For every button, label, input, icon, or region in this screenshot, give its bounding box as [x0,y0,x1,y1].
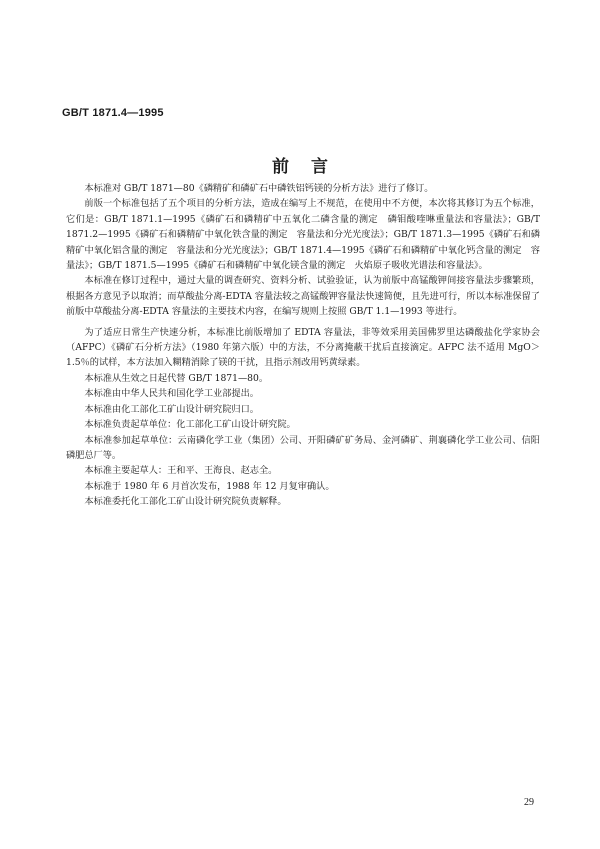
paragraph-interpretation: 本标准委托化工部化工矿山设计研究院负责解释。 [84,496,287,508]
page-title: 前言 [272,157,350,177]
standard-code: GB/T 1871.4—1995 [62,107,164,119]
paragraph-revision-process: 本标准在修订过程中，通过大量的调查研究、资料分析、试验验证，认为前版中高锰酸钾间接容量法步骤繁琐，根据各方意见予以取消；而草酸盐分离-EDTA 容量法较之高锰酸钾容量法快速简便，且先进可行，所以本标准保留了前版中草酸盐分离-EDTA 容量法的主要技术内容，在编写规则上按照 GB/T 1.1—1993 等进行。 [66,275,540,318]
paragraph-revision-note: 本标准对 GB/T 1871—80《磷精矿和磷矿石中磷铁铝钙镁的分析方法》进行了修订。 [84,183,434,194]
page-number: 29 [524,797,534,808]
paragraph-effective-date: 本标准从生效之日起代替 GB/T 1871—80。 [84,372,269,384]
foreword-body [66,181,540,510]
paragraph-split-standards: 前版一个标准包括了五个项目的分析方法，造成在编写上不规范，在使用中不方便，本次将其修订为五个标准，它们是：GB/T 1871.1—1995《磷矿石和磷精矿中五氧化二磷含量的测定 磷钼酸喹啉重量法和容量法》；GB/T 1871.2—1995《磷矿石和磷精矿中氧化铁含量的测定 容量法和分光光度法》；GB/T 1871.3—1995《磷矿石和磷精矿中氧化铝含量的测定 容量法和分光光度法》；GB/T 1871.4—1995《磷矿石和磷精矿中氧化钙含量的测定 容量法》；GB/T 1871.5—1995《磷矿石和磷精矿中氧化镁含量的测定 火焰原子吸收光谱法和容量法》。 [66,198,540,272]
paragraph-drafters: 本标准主要起草人：王和平、王海良、赵志全。 [84,465,278,477]
paragraph-administrator: 本标准由化工部化工矿山设计研究院归口。 [84,403,259,415]
paragraph-publication-history: 本标准于 1980 年 6 月首次发布，1988 年 12 月复审确认。 [84,480,335,492]
paragraph-drafting-unit: 本标准负责起草单位：化工部化工矿山设计研究院。 [84,419,296,431]
paragraph-proposer: 本标准由中华人民共和国化学工业部提出。 [84,388,259,400]
paragraph-edta-method: 为了适应日常生产快速分析，本标准比前版增加了 EDTA 容量法，非等效采用美国佛罗里达磷酸盐化学家协会（AFPC）《磷矿石分析方法》（1980 年第六版）中的方法，不分离掩蔽干扰后直接滴定。AFPC 法不适用 MgO＞1.5％的试样，本方法加入糊精消除了镁的干扰，且指示剂改用钙黄绿素。 [66,326,540,369]
paragraph-participating-units: 本标准参加起草单位：云南磷化学工业（集团）公司、开阳磷矿矿务局、金河磷矿、荆襄磷化学工业公司、信阳磷肥总厂等。 [66,434,540,461]
